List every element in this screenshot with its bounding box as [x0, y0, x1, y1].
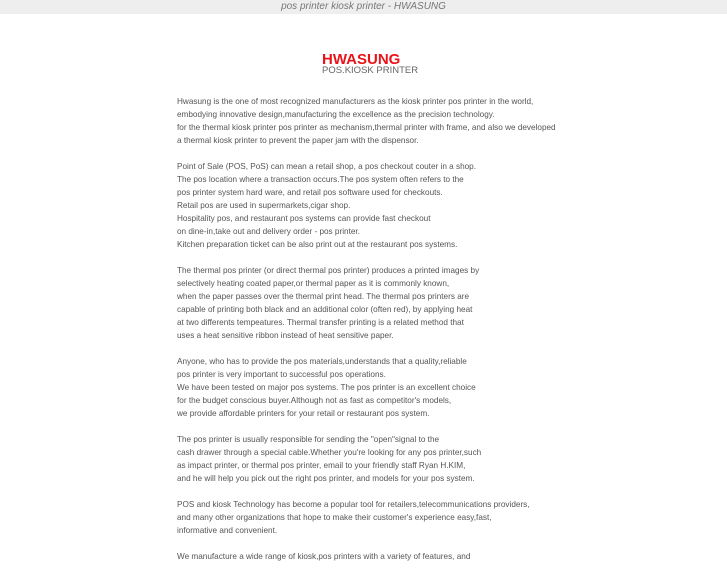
paragraph — [177, 95, 567, 147]
text-line: The thermal pos printer (or direct thermal pos printer) produces a printed images by — [177, 266, 480, 275]
paragraph — [177, 433, 567, 485]
text-line: for the thermal kiosk printer pos printer as mechanism,thermal printer with frame, and also we developed — [177, 123, 556, 132]
text-line: We have been tested on major pos systems. The pos printer is an excellent choice — [177, 383, 476, 392]
text-line: We manufacture a wide range of kiosk,pos printers with a variety of features, and — [177, 552, 471, 561]
paragraph — [177, 160, 567, 251]
text-line: Point of Sale (POS, PoS) can mean a retail shop, a pos checkout couter in a shop. — [177, 162, 477, 171]
text-line: a thermal kiosk printer to prevent the paper jam with the dispensor. — [177, 136, 419, 145]
paragraph — [177, 355, 567, 420]
page-title: pos printer kiosk printer - HWASUNG — [281, 1, 446, 12]
text-line: POS and kiosk Technology has become a popular tool for retailers,telecommunications providers, — [177, 500, 530, 509]
text-line: cash drawer through a special cable.Whether you're looking for any pos printer,such — [177, 448, 482, 457]
text-line: pos printer system hard ware, and retail pos software used for checkouts. — [177, 188, 443, 197]
logo-name: HWASUNG — [322, 51, 401, 68]
paragraph — [177, 264, 567, 342]
page-title-bar — [0, 0, 727, 14]
text-line: The pos location where a transaction occurs.The pos system often refers to the — [177, 175, 464, 184]
text-line: and he will help you pick out the right pos printer, and models for your pos system. — [177, 474, 475, 483]
text-line: embodying innovative design,manufacturing the excellence as the precision technology. — [177, 110, 495, 119]
text-line: Hwasung is the one of most recognized manufacturers as the kiosk printer pos printer in the world, — [177, 97, 534, 106]
paragraph — [177, 550, 567, 563]
hwasung-logo — [322, 53, 422, 76]
text-line: The pos printer is usually responsible for sending the "open"signal to the — [177, 435, 440, 444]
text-line: on dine-in,take out and delivery order - pos printer. — [177, 227, 360, 236]
text-line: as impact printer, or thermal pos printer, email to your friendly staff Ryan H.KIM, — [177, 461, 466, 470]
paragraph — [177, 498, 567, 537]
text-line: Retail pos are used in supermarkets,cigar shop. — [177, 201, 351, 210]
text-line: Kitchen preparation ticket can be also print out at the restaurant pos systems. — [177, 240, 458, 249]
article-body — [177, 95, 567, 576]
text-line: Anyone, who has to provide the pos materials,understands that a quality,reliable — [177, 357, 467, 366]
text-line: capable of printing both black and an additional color (often red), by applying heat — [177, 305, 473, 314]
text-line: for the budget conscious buyer.Although not as fast as competitor's models, — [177, 396, 452, 405]
text-line: selectively heating coated paper,or thermal paper as it is commonly known, — [177, 279, 450, 288]
text-line: we provide affordable printers for your retail or restaurant pos system. — [177, 409, 430, 418]
text-line: informative and convenient. — [177, 526, 278, 535]
text-line: pos printer is very important to successful pos operations. — [177, 370, 386, 379]
text-line: uses a heat sensitive ribbon instead of heat sensitive paper. — [177, 331, 394, 340]
text-line: and many other organizations that hope to make their customer's experience easy,fast, — [177, 513, 492, 522]
text-line: Hospitality pos, and restaurant pos systems can provide fast checkout — [177, 214, 431, 223]
logo-tagline: POS.KIOSK PRINTER — [322, 65, 419, 76]
text-line: at two differents tempeatures. Thermal transfer printing is a related method that — [177, 318, 464, 327]
text-line: when the paper passes over the thermal print head. The thermal pos printers are — [177, 292, 470, 301]
